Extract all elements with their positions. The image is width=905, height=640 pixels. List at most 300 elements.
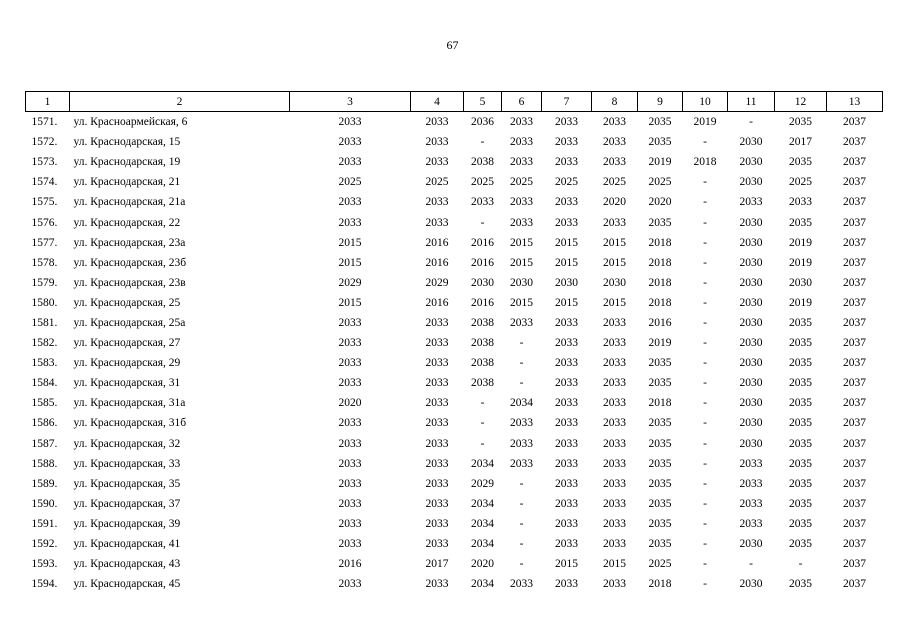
year-cell: 2035 [789,357,812,370]
year-cell: 2025 [425,176,449,189]
table-row [26,233,883,253]
year-cell: 2033 [555,417,578,430]
column-header: 11 [728,92,775,112]
year-cell: 2037 [843,216,866,229]
year-cell: - [703,196,707,209]
year-cell: 2037 [843,196,866,209]
year-cell: 2033 [338,216,362,229]
year-cell: 2037 [843,538,866,551]
year-cell: 2033 [739,196,763,209]
table-row [26,172,883,192]
year-cell: 2020 [471,558,494,571]
year-cell: - [703,176,707,189]
year-cell: 2033 [425,477,449,490]
year-cell: - [519,357,524,370]
column-header: 8 [592,92,638,112]
year-cell: 2033 [338,517,362,530]
year-cell: - [703,337,707,350]
column-header: 5 [464,92,502,112]
year-cell: - [519,377,524,390]
table-row [26,192,883,212]
row-number: 1572. [31,136,58,149]
address-cell: ул. Краснодарская, 39 [73,517,181,530]
year-cell: 2033 [510,437,533,450]
year-cell: 2033 [603,457,626,470]
year-cell: 2033 [425,357,449,370]
year-cell: 2033 [425,397,449,410]
year-cell: 2033 [603,417,626,430]
year-cell: - [519,517,524,530]
year-cell: - [703,397,707,410]
address-cell: ул. Краснодарская, 33 [73,457,181,470]
year-cell: 2018 [648,578,672,591]
year-cell: 2036 [471,116,494,129]
year-cell: 2030 [739,357,763,370]
table-row [26,534,883,554]
address-cell: ул. Краснодарская, 22 [73,216,181,229]
table-row [26,574,883,594]
table-row [26,454,883,474]
column-header: 7 [542,92,592,112]
row-number: 1588. [31,457,58,470]
year-cell: 2015 [510,296,533,309]
year-cell: 2030 [739,176,763,189]
year-cell: 2033 [338,116,362,129]
year-cell: 2033 [338,457,362,470]
year-cell: 2033 [603,497,626,510]
year-cell: 2030 [739,296,763,309]
row-number: 1578. [31,256,58,269]
table-row [26,393,883,413]
year-cell: 2033 [555,116,578,129]
row-number: 1574. [31,176,58,189]
year-cell: 2019 [648,337,672,350]
year-cell: - [703,517,707,530]
year-cell: 2025 [603,176,626,189]
year-cell: 2033 [603,316,626,329]
year-cell: 2030 [739,337,763,350]
year-cell: 2030 [789,276,812,289]
year-cell: - [480,397,485,410]
address-cell: ул. Краснодарская, 31а [73,397,186,410]
year-cell: 2015 [603,558,626,571]
year-cell: 2017 [789,136,812,149]
year-cell: 2035 [789,437,812,450]
year-cell: 2030 [739,256,763,269]
year-cell: 2037 [843,236,866,249]
address-cell: ул. Краснодарская, 31б [73,417,187,430]
year-cell: 2033 [603,337,626,350]
address-cell: ул. Краснодарская, 37 [73,497,181,510]
year-cell: 2016 [425,236,449,249]
year-cell: 2035 [789,497,812,510]
year-cell: 2030 [739,156,763,169]
year-cell: 2033 [425,156,449,169]
year-cell: 2030 [739,538,763,551]
table-row [26,212,883,232]
year-cell: 2033 [338,357,362,370]
table-row [26,494,883,514]
year-cell: 2033 [338,377,362,390]
year-cell: 2033 [338,578,362,591]
row-number: 1583. [31,357,58,370]
year-cell: - [480,417,485,430]
row-number: 1576. [31,216,58,229]
row-number: 1590. [31,497,58,510]
year-cell: 2033 [425,457,449,470]
year-cell: 2033 [555,517,578,530]
year-cell: 2033 [338,417,362,430]
year-cell: 2035 [648,477,672,490]
year-cell: 2035 [648,216,672,229]
table-body [26,112,883,595]
year-cell: 2033 [510,116,533,129]
year-cell: 2033 [338,136,362,149]
address-cell: ул. Краснодарская, 21а [73,196,186,209]
year-cell: 2033 [739,457,763,470]
row-number: 1582. [31,337,58,350]
year-cell: 2033 [555,538,578,551]
year-cell: 2033 [425,216,449,229]
year-cell: 2033 [425,578,449,591]
year-cell: 2015 [555,236,578,249]
address-cell: ул. Краснодарская, 19 [73,156,181,169]
address-cell: ул. Краснодарская, 32 [73,437,181,450]
year-cell: 2025 [555,176,578,189]
year-cell: 2035 [648,517,672,530]
year-cell: 2033 [425,316,449,329]
year-cell: 2035 [648,357,672,370]
table-header-row [26,92,883,112]
row-number: 1579. [31,276,58,289]
year-cell: 2034 [471,538,494,551]
year-cell: 2030 [555,276,578,289]
year-cell: 2035 [789,377,812,390]
year-cell: 2037 [843,497,866,510]
year-cell: - [703,256,707,269]
year-cell: 2035 [648,538,672,551]
year-cell: 2033 [555,497,578,510]
year-cell: 2033 [603,538,626,551]
year-cell: - [703,216,707,229]
year-cell: 2035 [789,477,812,490]
year-cell: 2034 [471,517,494,530]
column-header: 2 [70,92,290,112]
row-number: 1593. [31,558,58,571]
row-number: 1594. [31,578,58,591]
year-cell: 2016 [425,256,449,269]
year-cell: 2035 [648,437,672,450]
year-cell: - [703,136,707,149]
year-cell: 2025 [648,176,672,189]
year-cell: - [519,477,524,490]
year-cell: 2030 [603,276,626,289]
address-cell: ул. Краснодарская, 25 [73,296,181,309]
year-cell: 2037 [843,296,866,309]
year-cell: 2037 [843,116,866,129]
year-cell: 2033 [425,196,449,209]
year-cell: - [519,558,524,571]
year-cell: 2033 [603,477,626,490]
year-cell: 2033 [603,216,626,229]
year-cell: 2037 [843,417,866,430]
year-cell: 2025 [648,558,672,571]
year-cell: 2029 [425,276,449,289]
year-cell: 2035 [789,216,812,229]
year-cell: 2038 [471,316,494,329]
year-cell: 2033 [338,437,362,450]
page-number: 67 [446,38,459,52]
year-cell: 2033 [555,136,578,149]
year-cell: 2037 [843,477,866,490]
year-cell: 2033 [603,116,626,129]
address-cell: ул. Краснодарская, 23а [73,236,186,249]
column-header: 4 [411,92,464,112]
year-cell: 2037 [843,337,866,350]
year-cell: 2016 [425,296,449,309]
year-cell: 2033 [555,357,578,370]
year-cell: 2034 [471,578,494,591]
address-cell: ул. Краснодарская, 41 [73,538,181,551]
year-cell: 2033 [603,578,626,591]
year-cell: 2033 [425,136,449,149]
address-cell: ул. Красноармейская, 6 [73,116,188,129]
year-cell: 2035 [789,316,812,329]
year-cell: 2019 [789,236,812,249]
table-row [26,293,883,313]
year-cell: 2033 [555,156,578,169]
year-cell: 2034 [471,497,494,510]
year-cell: - [703,377,707,390]
year-cell: 2030 [739,276,763,289]
row-number: 1587. [31,437,58,450]
table-row [26,373,883,393]
year-cell: 2033 [555,457,578,470]
year-cell: 2033 [338,196,362,209]
row-number: 1575. [31,196,58,209]
year-cell: 2037 [843,437,866,450]
year-cell: 2033 [510,136,533,149]
year-cell: 2030 [739,136,763,149]
year-cell: 2033 [510,316,533,329]
year-cell: 2034 [471,457,494,470]
year-cell: 2020 [603,196,626,209]
table-row [26,353,883,373]
address-cell: ул. Краснодарская, 23в [73,276,186,289]
year-cell: 2037 [843,316,866,329]
year-cell: - [519,337,524,350]
year-cell: 2033 [739,477,763,490]
year-cell: 2019 [693,116,717,129]
year-cell: - [703,437,707,450]
column-header: 10 [683,92,728,112]
year-cell: 2033 [425,497,449,510]
address-cell: ул. Краснодарская, 43 [73,558,181,571]
year-cell: 2033 [789,196,812,209]
year-cell: 2033 [555,196,578,209]
year-cell: 2015 [338,256,362,269]
row-number: 1589. [31,477,58,490]
address-cell: ул. Краснодарская, 35 [73,477,181,490]
year-cell: 2018 [648,256,672,269]
year-cell: 2025 [510,176,533,189]
year-cell: - [703,316,707,329]
table-row [26,434,883,454]
year-cell: 2015 [603,256,626,269]
year-cell: 2030 [510,276,533,289]
year-cell: 2035 [789,417,812,430]
year-cell: 2033 [603,357,626,370]
address-cell: ул. Краснодарская, 23б [73,256,187,269]
year-cell: 2015 [338,236,362,249]
year-cell: 2033 [603,517,626,530]
year-cell: - [703,296,707,309]
year-cell: 2015 [555,558,578,571]
year-cell: 2033 [338,316,362,329]
address-cell: ул. Краснодарская, 45 [73,578,181,591]
year-cell: 2033 [510,457,533,470]
year-cell: 2033 [555,437,578,450]
column-header: 6 [502,92,542,112]
row-number: 1592. [31,538,58,551]
year-cell: - [703,477,707,490]
year-cell: 2033 [555,477,578,490]
year-cell: - [798,558,803,571]
year-cell: 2019 [789,296,812,309]
year-cell: 2033 [555,578,578,591]
table-row [26,333,883,353]
row-number: 1591. [31,517,58,530]
table-row [26,273,883,293]
year-cell: - [703,457,707,470]
year-cell: 2018 [648,276,672,289]
year-cell: 2033 [603,136,626,149]
year-cell: 2037 [843,457,866,470]
year-cell: 2033 [338,156,362,169]
table-row [26,112,883,133]
row-number: 1573. [31,156,58,169]
year-cell: 2037 [843,156,866,169]
year-cell: 2033 [425,337,449,350]
year-cell: - [480,437,485,450]
year-cell: 2033 [338,337,362,350]
address-cell: ул. Краснодарская, 15 [73,136,181,149]
address-cell: ул. Краснодарская, 25а [73,316,186,329]
year-cell: 2025 [338,176,362,189]
year-cell: 2030 [739,316,763,329]
year-cell: 2035 [789,156,812,169]
year-cell: 2033 [338,538,362,551]
year-cell: 2035 [789,116,812,129]
year-cell: 2038 [471,337,494,350]
year-cell: 2030 [471,276,494,289]
address-cell: ул. Краснодарская, 21 [73,176,181,189]
year-cell: - [749,558,753,571]
year-cell: 2033 [510,156,533,169]
year-cell: 2019 [789,256,812,269]
year-cell: 2033 [603,156,626,169]
year-cell: 2038 [471,357,494,370]
year-cell: - [703,497,707,510]
year-cell: 2016 [471,236,494,249]
year-cell: 2037 [843,256,866,269]
row-number: 1580. [31,296,58,309]
year-cell: 2019 [648,156,672,169]
year-cell: 2035 [648,377,672,390]
table-row [26,413,883,433]
year-cell: 2033 [603,437,626,450]
year-cell: 2037 [843,357,866,370]
year-cell: 2035 [789,337,812,350]
row-number: 1577. [31,236,58,249]
year-cell: 2035 [648,457,672,470]
year-cell: 2018 [693,156,717,169]
year-cell: 2035 [789,457,812,470]
year-cell: 2033 [510,578,533,591]
table-row [26,554,883,574]
year-cell: 2030 [739,397,763,410]
address-cell: ул. Краснодарская, 27 [73,337,181,350]
year-cell: 2015 [338,296,362,309]
year-cell: 2033 [338,477,362,490]
row-number: 1586. [31,417,58,430]
year-cell: - [703,276,707,289]
year-cell: 2016 [471,296,494,309]
year-cell: - [480,216,485,229]
year-cell: 2033 [425,437,449,450]
year-cell: 2017 [425,558,449,571]
year-cell: - [703,417,707,430]
year-cell: 2037 [843,578,866,591]
column-header: 12 [775,92,827,112]
year-cell: - [519,538,524,551]
column-header: 3 [290,92,411,112]
column-header: 9 [638,92,683,112]
year-cell: 2037 [843,377,866,390]
year-cell: 2033 [603,397,626,410]
year-cell: 2035 [789,517,812,530]
year-cell: 2033 [425,538,449,551]
year-cell: 2015 [555,296,578,309]
column-header: 13 [827,92,883,112]
year-cell: - [703,236,707,249]
year-cell: 2033 [555,377,578,390]
year-cell: 2025 [789,176,812,189]
year-cell: 2020 [338,397,362,410]
year-cell: 2015 [603,296,626,309]
column-header: 1 [26,92,70,112]
address-cell: ул. Краснодарская, 31 [73,377,181,390]
year-cell: 2033 [555,397,578,410]
table-row [26,514,883,534]
year-cell: 2029 [338,276,362,289]
year-cell: - [480,136,485,149]
year-cell: - [749,116,753,129]
year-cell: 2033 [510,216,533,229]
year-cell: 2033 [338,497,362,510]
year-cell: 2033 [555,337,578,350]
year-cell: 2037 [843,176,866,189]
year-cell: 2025 [471,176,494,189]
year-cell: 2037 [843,276,866,289]
year-cell: 2033 [739,517,763,530]
year-cell: 2037 [843,136,866,149]
year-cell: 2016 [471,256,494,269]
year-cell: 2035 [648,136,672,149]
table-row [26,474,883,494]
year-cell: 2033 [425,116,449,129]
year-cell: 2035 [789,538,812,551]
